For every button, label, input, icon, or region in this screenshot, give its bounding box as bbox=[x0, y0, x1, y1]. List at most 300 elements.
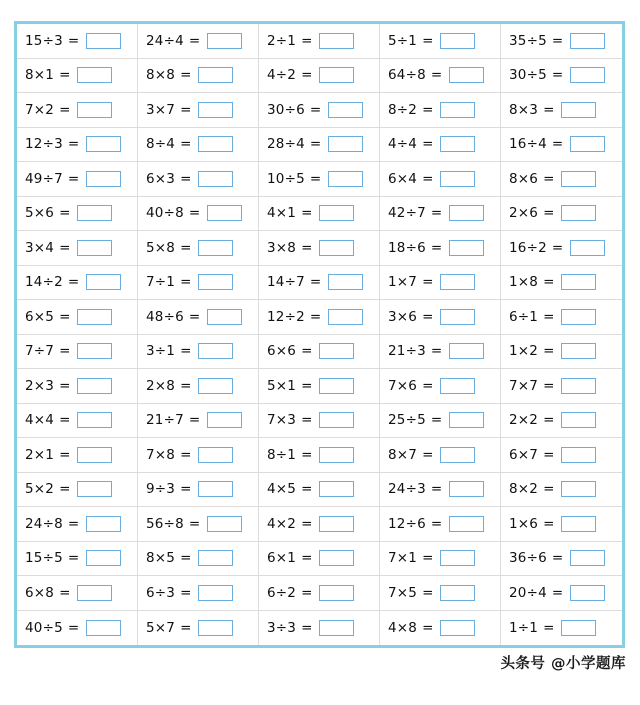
problem-expression: 4×4 bbox=[25, 412, 55, 429]
answer-box[interactable] bbox=[440, 33, 475, 49]
answer-box[interactable] bbox=[561, 205, 596, 221]
equals-sign: = bbox=[59, 239, 71, 256]
problem-expression: 7×3 bbox=[267, 412, 297, 429]
answer-box[interactable] bbox=[198, 447, 233, 463]
problem-expression: 2×3 bbox=[25, 377, 55, 394]
answer-box[interactable] bbox=[198, 274, 233, 290]
problem-expression: 2÷1 bbox=[267, 32, 297, 49]
problem-expression: 8×8 bbox=[146, 67, 176, 84]
answer-box[interactable] bbox=[561, 102, 596, 118]
equals-sign: = bbox=[301, 515, 313, 532]
problem-expression: 5×6 bbox=[25, 205, 55, 222]
problem-expression: 48÷6 bbox=[146, 308, 184, 325]
problem-cell bbox=[380, 59, 501, 94]
answer-box[interactable] bbox=[449, 240, 484, 256]
equals-sign: = bbox=[430, 343, 443, 360]
equals-sign: = bbox=[67, 550, 80, 567]
problem-cell bbox=[380, 300, 501, 335]
equals-sign: = bbox=[180, 343, 192, 360]
problem-cell bbox=[259, 611, 380, 646]
problem-expression: 16÷2 bbox=[509, 239, 547, 256]
answer-box[interactable] bbox=[77, 585, 112, 601]
problem-cell bbox=[380, 576, 501, 611]
problem-cell bbox=[17, 266, 138, 301]
equals-sign: = bbox=[551, 584, 564, 601]
equals-sign: = bbox=[180, 446, 192, 463]
answer-box[interactable] bbox=[440, 378, 475, 394]
equals-sign: = bbox=[180, 481, 192, 498]
problem-cell bbox=[17, 59, 138, 94]
answer-box[interactable] bbox=[198, 67, 233, 83]
equals-sign: = bbox=[188, 32, 201, 49]
problem-cell bbox=[17, 93, 138, 128]
answer-box[interactable] bbox=[440, 585, 475, 601]
problem-expression: 8÷4 bbox=[146, 136, 176, 153]
problem-cell bbox=[501, 231, 622, 266]
problem-expression: 3×6 bbox=[388, 308, 418, 325]
problem-cell bbox=[17, 197, 138, 232]
problem-expression: 7÷1 bbox=[146, 274, 176, 291]
problem-cell bbox=[380, 24, 501, 59]
answer-box[interactable] bbox=[319, 205, 354, 221]
problem-cell bbox=[501, 611, 622, 646]
equals-sign: = bbox=[180, 377, 192, 394]
equals-sign: = bbox=[543, 308, 555, 325]
equals-sign: = bbox=[543, 515, 555, 532]
equals-sign: = bbox=[543, 101, 555, 118]
answer-box[interactable] bbox=[319, 447, 354, 463]
answer-box[interactable] bbox=[319, 550, 354, 566]
problem-expression: 1×6 bbox=[509, 515, 539, 532]
equals-sign: = bbox=[430, 412, 443, 429]
answer-box[interactable] bbox=[207, 516, 242, 532]
answer-box[interactable] bbox=[86, 171, 121, 187]
answer-box[interactable] bbox=[561, 447, 596, 463]
answer-box[interactable] bbox=[207, 33, 242, 49]
equals-sign: = bbox=[551, 32, 564, 49]
equals-sign: = bbox=[543, 446, 555, 463]
problem-expression: 25÷5 bbox=[388, 412, 426, 429]
problem-cell bbox=[259, 93, 380, 128]
equals-sign: = bbox=[422, 32, 434, 49]
problem-cell bbox=[501, 59, 622, 94]
problem-cell bbox=[138, 231, 259, 266]
problem-expression: 6×4 bbox=[388, 170, 418, 187]
problem-cell bbox=[138, 128, 259, 163]
answer-box[interactable] bbox=[561, 412, 596, 428]
problem-expression: 24÷4 bbox=[146, 32, 184, 49]
answer-box[interactable] bbox=[328, 102, 363, 118]
problem-expression: 15÷3 bbox=[25, 32, 63, 49]
equals-sign: = bbox=[422, 274, 434, 291]
problem-grid bbox=[17, 24, 622, 645]
equals-sign: = bbox=[180, 101, 192, 118]
problem-expression: 18÷6 bbox=[388, 239, 426, 256]
problem-expression: 8×6 bbox=[509, 170, 539, 187]
answer-box[interactable] bbox=[561, 309, 596, 325]
equals-sign: = bbox=[59, 584, 71, 601]
problem-cell bbox=[501, 438, 622, 473]
problem-cell bbox=[17, 24, 138, 59]
equals-sign: = bbox=[301, 32, 313, 49]
problem-expression: 5×7 bbox=[146, 619, 176, 636]
answer-box[interactable] bbox=[86, 33, 121, 49]
equals-sign: = bbox=[422, 170, 434, 187]
answer-box[interactable] bbox=[86, 550, 121, 566]
answer-box[interactable] bbox=[207, 205, 242, 221]
problem-expression: 2×1 bbox=[25, 446, 55, 463]
problem-expression: 1×2 bbox=[509, 343, 539, 360]
problem-cell bbox=[380, 128, 501, 163]
answer-box[interactable] bbox=[86, 620, 121, 636]
equals-sign: = bbox=[430, 239, 443, 256]
answer-box[interactable] bbox=[198, 585, 233, 601]
answer-box[interactable] bbox=[449, 205, 484, 221]
problem-expression: 7×2 bbox=[25, 101, 55, 118]
problem-cell bbox=[17, 542, 138, 577]
equals-sign: = bbox=[551, 550, 564, 567]
problem-cell bbox=[259, 507, 380, 542]
problem-expression: 28÷4 bbox=[267, 136, 305, 153]
problem-cell bbox=[501, 507, 622, 542]
equals-sign: = bbox=[543, 377, 555, 394]
problem-cell bbox=[380, 266, 501, 301]
problem-expression: 6÷3 bbox=[146, 584, 176, 601]
answer-box[interactable] bbox=[198, 481, 233, 497]
equals-sign: = bbox=[551, 136, 564, 153]
problem-cell bbox=[138, 369, 259, 404]
problem-expression: 4÷4 bbox=[388, 136, 418, 153]
problem-expression: 36÷6 bbox=[509, 550, 547, 567]
equals-sign: = bbox=[543, 205, 555, 222]
equals-sign: = bbox=[180, 550, 192, 567]
equals-sign: = bbox=[430, 481, 443, 498]
answer-box[interactable] bbox=[77, 309, 112, 325]
problem-cell bbox=[138, 197, 259, 232]
problem-expression: 6×6 bbox=[267, 343, 297, 360]
answer-box[interactable] bbox=[207, 412, 242, 428]
equals-sign: = bbox=[59, 412, 71, 429]
equals-sign: = bbox=[543, 619, 555, 636]
equals-sign: = bbox=[301, 446, 313, 463]
equals-sign: = bbox=[180, 170, 192, 187]
problem-expression: 14÷7 bbox=[267, 274, 305, 291]
equals-sign: = bbox=[301, 412, 313, 429]
equals-sign: = bbox=[309, 274, 322, 291]
problem-cell bbox=[380, 369, 501, 404]
answer-box[interactable] bbox=[319, 343, 354, 359]
answer-box[interactable] bbox=[328, 136, 363, 152]
answer-box[interactable] bbox=[198, 550, 233, 566]
equals-sign: = bbox=[422, 550, 434, 567]
answer-box[interactable] bbox=[561, 481, 596, 497]
equals-sign: = bbox=[67, 170, 80, 187]
answer-box[interactable] bbox=[198, 171, 233, 187]
answer-box[interactable] bbox=[440, 136, 475, 152]
problem-expression: 2×2 bbox=[509, 412, 539, 429]
answer-box[interactable] bbox=[319, 240, 354, 256]
problem-cell bbox=[259, 438, 380, 473]
equals-sign: = bbox=[180, 239, 192, 256]
equals-sign: = bbox=[422, 136, 434, 153]
answer-box[interactable] bbox=[77, 412, 112, 428]
equals-sign: = bbox=[422, 377, 434, 394]
problem-cell bbox=[17, 438, 138, 473]
problem-expression: 21÷7 bbox=[146, 412, 184, 429]
problem-expression: 7×6 bbox=[388, 377, 418, 394]
answer-box[interactable] bbox=[570, 550, 605, 566]
equals-sign: = bbox=[59, 343, 71, 360]
answer-box[interactable] bbox=[77, 205, 112, 221]
problem-cell bbox=[380, 335, 501, 370]
answer-box[interactable] bbox=[561, 516, 596, 532]
equals-sign: = bbox=[309, 136, 322, 153]
problem-expression: 56÷8 bbox=[146, 515, 184, 532]
problem-expression: 64÷8 bbox=[388, 67, 426, 84]
problem-cell bbox=[259, 576, 380, 611]
problem-expression: 3×8 bbox=[267, 239, 297, 256]
equals-sign: = bbox=[422, 619, 434, 636]
problem-cell bbox=[138, 59, 259, 94]
problem-expression: 16÷4 bbox=[509, 136, 547, 153]
answer-box[interactable] bbox=[77, 447, 112, 463]
answer-box[interactable] bbox=[561, 620, 596, 636]
answer-box[interactable] bbox=[449, 412, 484, 428]
equals-sign: = bbox=[543, 412, 555, 429]
equals-sign: = bbox=[301, 584, 313, 601]
problem-expression: 5×2 bbox=[25, 481, 55, 498]
equals-sign: = bbox=[430, 205, 443, 222]
equals-sign: = bbox=[422, 446, 434, 463]
problem-expression: 4×2 bbox=[267, 515, 297, 532]
problem-cell bbox=[138, 266, 259, 301]
problem-cell bbox=[259, 59, 380, 94]
equals-sign: = bbox=[67, 32, 80, 49]
problem-expression: 1÷1 bbox=[509, 619, 539, 636]
answer-box[interactable] bbox=[440, 309, 475, 325]
problem-cell bbox=[138, 300, 259, 335]
problem-expression: 8×7 bbox=[388, 446, 418, 463]
answer-box[interactable] bbox=[570, 67, 605, 83]
problem-expression: 6×1 bbox=[267, 550, 297, 567]
answer-box[interactable] bbox=[319, 481, 354, 497]
answer-box[interactable] bbox=[198, 343, 233, 359]
problem-cell bbox=[501, 266, 622, 301]
problem-expression: 8÷2 bbox=[388, 101, 418, 118]
problem-cell bbox=[259, 542, 380, 577]
problem-expression: 8×2 bbox=[509, 481, 539, 498]
problem-cell bbox=[138, 507, 259, 542]
problem-expression: 8×3 bbox=[509, 101, 539, 118]
problem-expression: 6×5 bbox=[25, 308, 55, 325]
answer-box[interactable] bbox=[440, 102, 475, 118]
problem-cell bbox=[259, 24, 380, 59]
answer-box[interactable] bbox=[86, 516, 121, 532]
answer-box[interactable] bbox=[570, 33, 605, 49]
answer-box[interactable] bbox=[319, 67, 354, 83]
answer-box[interactable] bbox=[86, 136, 121, 152]
equals-sign: = bbox=[67, 274, 80, 291]
answer-box[interactable] bbox=[319, 516, 354, 532]
answer-box[interactable] bbox=[77, 102, 112, 118]
answer-box[interactable] bbox=[198, 240, 233, 256]
problem-expression: 40÷5 bbox=[25, 619, 63, 636]
answer-box[interactable] bbox=[440, 171, 475, 187]
equals-sign: = bbox=[301, 67, 313, 84]
answer-box[interactable] bbox=[319, 412, 354, 428]
answer-box[interactable] bbox=[440, 550, 475, 566]
answer-box[interactable] bbox=[319, 378, 354, 394]
problem-cell bbox=[138, 162, 259, 197]
equals-sign: = bbox=[422, 308, 434, 325]
problem-cell bbox=[138, 542, 259, 577]
answer-box[interactable] bbox=[570, 136, 605, 152]
equals-sign: = bbox=[551, 67, 564, 84]
answer-box[interactable] bbox=[440, 447, 475, 463]
worksheet-frame bbox=[14, 21, 625, 648]
problem-cell bbox=[17, 231, 138, 266]
problem-expression: 2×8 bbox=[146, 377, 176, 394]
equals-sign: = bbox=[301, 377, 313, 394]
problem-cell bbox=[259, 473, 380, 508]
equals-sign: = bbox=[543, 481, 555, 498]
problem-cell bbox=[17, 128, 138, 163]
answer-box[interactable] bbox=[198, 620, 233, 636]
answer-box[interactable] bbox=[77, 240, 112, 256]
answer-box[interactable] bbox=[319, 620, 354, 636]
equals-sign: = bbox=[59, 446, 71, 463]
answer-box[interactable] bbox=[449, 343, 484, 359]
equals-sign: = bbox=[67, 515, 80, 532]
problem-cell bbox=[501, 300, 622, 335]
answer-box[interactable] bbox=[77, 481, 112, 497]
problem-cell bbox=[501, 335, 622, 370]
answer-box[interactable] bbox=[328, 309, 363, 325]
problem-expression: 2×6 bbox=[509, 205, 539, 222]
equals-sign: = bbox=[301, 239, 313, 256]
equals-sign: = bbox=[59, 205, 71, 222]
problem-cell bbox=[380, 231, 501, 266]
problem-cell bbox=[380, 93, 501, 128]
problem-cell bbox=[17, 507, 138, 542]
problem-expression: 5×8 bbox=[146, 239, 176, 256]
equals-sign: = bbox=[301, 550, 313, 567]
problem-cell bbox=[501, 576, 622, 611]
problem-expression: 8÷1 bbox=[267, 446, 297, 463]
answer-box[interactable] bbox=[570, 585, 605, 601]
problem-expression: 7÷7 bbox=[25, 343, 55, 360]
answer-box[interactable] bbox=[77, 378, 112, 394]
problem-cell bbox=[17, 404, 138, 439]
equals-sign: = bbox=[309, 170, 322, 187]
answer-box[interactable] bbox=[328, 274, 363, 290]
answer-box[interactable] bbox=[561, 171, 596, 187]
problem-expression: 6÷1 bbox=[509, 308, 539, 325]
equals-sign: = bbox=[180, 136, 192, 153]
problem-cell bbox=[17, 335, 138, 370]
problem-expression: 4×8 bbox=[388, 619, 418, 636]
answer-box[interactable] bbox=[561, 378, 596, 394]
equals-sign: = bbox=[59, 481, 71, 498]
problem-cell bbox=[259, 300, 380, 335]
answer-box[interactable] bbox=[561, 274, 596, 290]
problem-expression: 5÷1 bbox=[388, 32, 418, 49]
answer-box[interactable] bbox=[319, 585, 354, 601]
answer-box[interactable] bbox=[77, 343, 112, 359]
problem-expression: 3÷3 bbox=[267, 619, 297, 636]
problem-cell bbox=[259, 404, 380, 439]
problem-expression: 30÷6 bbox=[267, 101, 305, 118]
answer-box[interactable] bbox=[449, 481, 484, 497]
answer-box[interactable] bbox=[449, 516, 484, 532]
answer-box[interactable] bbox=[77, 67, 112, 83]
answer-box[interactable] bbox=[440, 274, 475, 290]
problem-expression: 12÷2 bbox=[267, 308, 305, 325]
problem-expression: 24÷3 bbox=[388, 481, 426, 498]
problem-cell bbox=[138, 93, 259, 128]
footer-credit: 头条号 @小学题库 bbox=[500, 656, 626, 672]
problem-expression: 7×7 bbox=[509, 377, 539, 394]
equals-sign: = bbox=[188, 205, 201, 222]
answer-box[interactable] bbox=[449, 67, 484, 83]
equals-sign: = bbox=[180, 67, 192, 84]
equals-sign: = bbox=[188, 412, 201, 429]
problem-expression: 7×5 bbox=[388, 584, 418, 601]
problem-cell bbox=[501, 197, 622, 232]
problem-cell bbox=[501, 128, 622, 163]
problem-expression: 3×4 bbox=[25, 239, 55, 256]
answer-box[interactable] bbox=[86, 274, 121, 290]
problem-cell bbox=[501, 369, 622, 404]
answer-box[interactable] bbox=[570, 240, 605, 256]
problem-cell bbox=[380, 404, 501, 439]
equals-sign: = bbox=[543, 170, 555, 187]
problem-expression: 21÷3 bbox=[388, 343, 426, 360]
problem-expression: 3÷1 bbox=[146, 343, 176, 360]
equals-sign: = bbox=[59, 101, 71, 118]
answer-box[interactable] bbox=[328, 171, 363, 187]
answer-box[interactable] bbox=[319, 33, 354, 49]
answer-box[interactable] bbox=[198, 136, 233, 152]
problem-cell bbox=[380, 438, 501, 473]
answer-box[interactable] bbox=[561, 343, 596, 359]
problem-cell bbox=[501, 404, 622, 439]
problem-cell bbox=[259, 335, 380, 370]
problem-expression: 1×8 bbox=[509, 274, 539, 291]
problem-expression: 49÷7 bbox=[25, 170, 63, 187]
equals-sign: = bbox=[309, 308, 322, 325]
equals-sign: = bbox=[188, 515, 201, 532]
equals-sign: = bbox=[551, 239, 564, 256]
problem-expression: 42÷7 bbox=[388, 205, 426, 222]
answer-box[interactable] bbox=[207, 309, 242, 325]
problem-cell bbox=[501, 473, 622, 508]
equals-sign: = bbox=[301, 481, 313, 498]
equals-sign: = bbox=[309, 101, 322, 118]
problem-expression: 6×8 bbox=[25, 584, 55, 601]
equals-sign: = bbox=[543, 274, 555, 291]
problem-expression: 7×1 bbox=[388, 550, 418, 567]
equals-sign: = bbox=[67, 619, 80, 636]
answer-box[interactable] bbox=[198, 102, 233, 118]
problem-expression: 5×1 bbox=[267, 377, 297, 394]
problem-cell bbox=[380, 611, 501, 646]
problem-cell bbox=[259, 369, 380, 404]
answer-box[interactable] bbox=[198, 378, 233, 394]
problem-expression: 30÷5 bbox=[509, 67, 547, 84]
answer-box[interactable] bbox=[440, 620, 475, 636]
problem-expression: 8×1 bbox=[25, 67, 55, 84]
